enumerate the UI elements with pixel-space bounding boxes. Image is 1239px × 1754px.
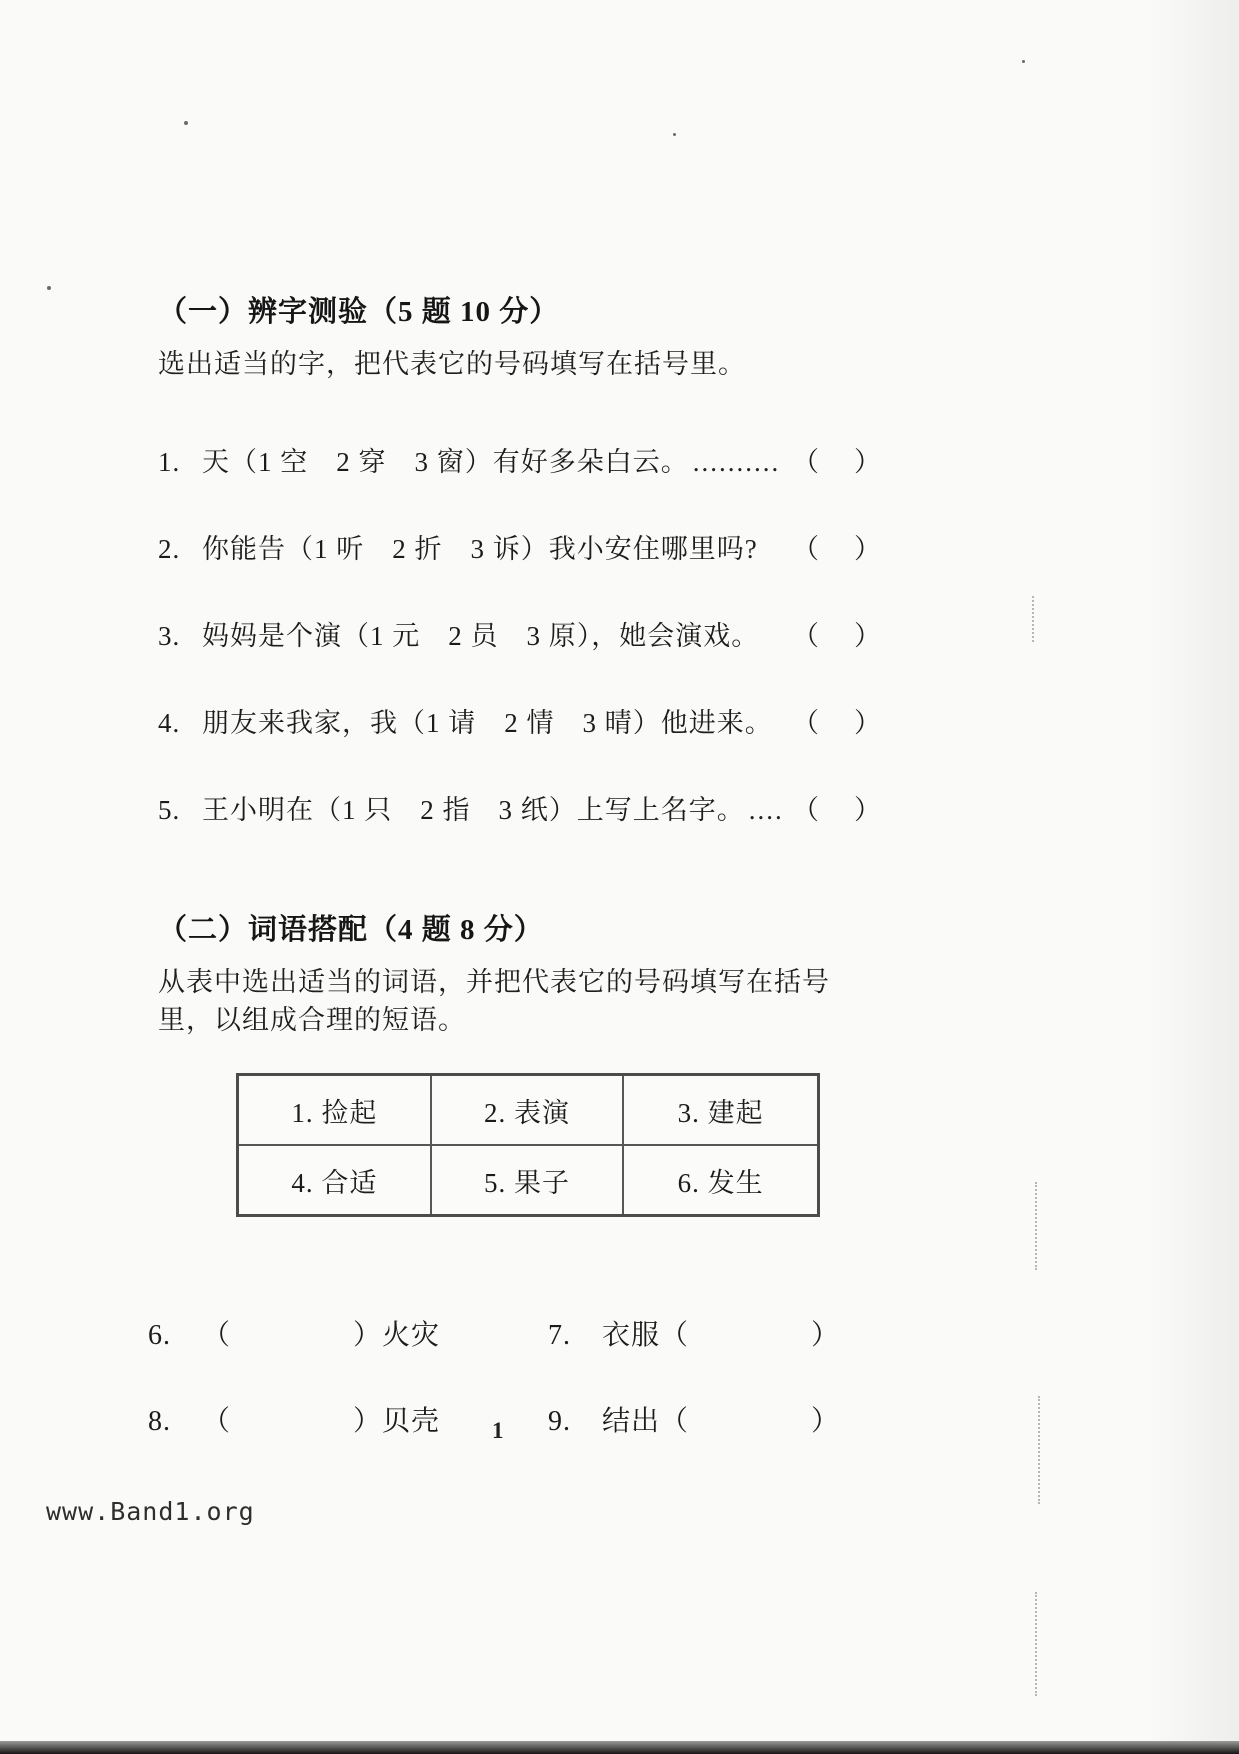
question-row-3 bbox=[158, 614, 882, 653]
scan-speck bbox=[47, 286, 51, 290]
section-word-matching bbox=[148, 912, 898, 1439]
question-row-5 bbox=[158, 788, 882, 827]
scan-bottom-edge bbox=[0, 1741, 1239, 1754]
table-cell: 5. 果子 bbox=[432, 1146, 625, 1214]
question-row-8 bbox=[148, 1399, 548, 1439]
bracket-open: （ bbox=[792, 620, 820, 651]
bracket-close: ） bbox=[854, 620, 882, 651]
scan-speck bbox=[1022, 60, 1025, 63]
phrase-after: ） bbox=[811, 1405, 841, 1437]
scan-speck bbox=[673, 133, 676, 136]
instruction-line-1: 从表中选出适当的词语，并把代表它的号码填写在括号 bbox=[158, 967, 830, 998]
phrase-after: ） bbox=[811, 1319, 841, 1351]
question-row-6 bbox=[148, 1313, 548, 1353]
question-number: 5. bbox=[158, 794, 181, 825]
answer-bracket bbox=[792, 701, 882, 740]
answer-bracket bbox=[792, 788, 882, 827]
section-one-heading: （一）辨字测验（5 题 10 分） bbox=[158, 296, 560, 328]
question-text: 你能告（1 听 2 折 3 诉）我小安住哪里吗? bbox=[202, 533, 758, 564]
answer-bracket bbox=[792, 527, 882, 566]
section-two-heading: （二）词语搭配（4 题 8 分） bbox=[158, 914, 544, 946]
dot-leader: .......... bbox=[692, 446, 781, 477]
question-text: 妈妈是个演（1 元 2 员 3 原），她会演戏。 bbox=[202, 620, 760, 651]
question-number: 9. bbox=[548, 1405, 571, 1437]
question-row-7 bbox=[548, 1313, 898, 1353]
word-choice-table bbox=[236, 1073, 820, 1217]
dot-leader: .... bbox=[748, 794, 784, 825]
phrase-before: 结出（ bbox=[602, 1405, 690, 1437]
bracket-open: （ bbox=[792, 446, 820, 477]
answer-bracket bbox=[792, 614, 882, 653]
bracket-close: ） bbox=[854, 533, 882, 564]
question-number: 3. bbox=[158, 620, 181, 651]
page-number: 1 bbox=[492, 1418, 504, 1443]
table-cell: 1. 捡起 bbox=[239, 1076, 432, 1146]
scan-artifact bbox=[1038, 1396, 1040, 1504]
bracket-close: ） bbox=[854, 446, 882, 477]
question-text: 王小明在（1 只 2 指 3 纸）上写上名字。 bbox=[202, 794, 745, 825]
phrase-before: 衣服（ bbox=[602, 1319, 690, 1351]
phrase-before: （ bbox=[202, 1405, 232, 1437]
bracket-close: ） bbox=[854, 707, 882, 738]
section-one-instruction: 选出适当的字，把代表它的号码填写在括号里。 bbox=[158, 349, 746, 380]
question-row-1 bbox=[158, 440, 882, 479]
phrase-after: ）火灾 bbox=[353, 1319, 441, 1351]
question-row-4 bbox=[158, 701, 882, 740]
question-row-2 bbox=[158, 527, 882, 566]
question-number: 1. bbox=[158, 446, 181, 477]
bracket-open: （ bbox=[792, 533, 820, 564]
section-two-instruction bbox=[158, 964, 898, 1039]
table-cell: 2. 表演 bbox=[432, 1076, 625, 1146]
scan-artifact bbox=[1032, 596, 1034, 642]
bracket-open: （ bbox=[792, 707, 820, 738]
question-row-9 bbox=[548, 1399, 898, 1439]
table-cell: 6. 发生 bbox=[677, 1167, 764, 1198]
phrase-before: （ bbox=[202, 1319, 232, 1351]
question-number: 2. bbox=[158, 533, 181, 564]
question-number: 4. bbox=[158, 707, 181, 738]
watermark-url: www.Band1.org bbox=[46, 1497, 255, 1526]
scan-speck bbox=[184, 121, 188, 125]
question-number: 6. bbox=[148, 1319, 171, 1351]
bracket-close: ） bbox=[854, 794, 882, 825]
bracket-open: （ bbox=[792, 794, 820, 825]
section-character-test bbox=[158, 294, 882, 875]
question-text: 天（1 空 2 穿 3 窗）有好多朵白云。 bbox=[202, 446, 689, 477]
question-number: 8. bbox=[148, 1405, 171, 1437]
question-number: 7. bbox=[548, 1319, 571, 1351]
phrase-after: ）贝壳 bbox=[353, 1405, 441, 1437]
phrase-questions bbox=[148, 1313, 898, 1439]
scan-artifact bbox=[1035, 1592, 1037, 1696]
instruction-line-2: 里，以组成合理的短语。 bbox=[158, 1004, 466, 1035]
scan-artifact bbox=[1035, 1182, 1037, 1270]
scan-edge-shading bbox=[1149, 0, 1239, 1754]
question-text: 朋友来我家，我（1 请 2 情 3 晴）他进来。 bbox=[202, 707, 773, 738]
table-cell: 4. 合适 bbox=[239, 1146, 432, 1214]
table-cell: 3. 建起 bbox=[624, 1076, 817, 1146]
answer-bracket bbox=[792, 440, 882, 479]
